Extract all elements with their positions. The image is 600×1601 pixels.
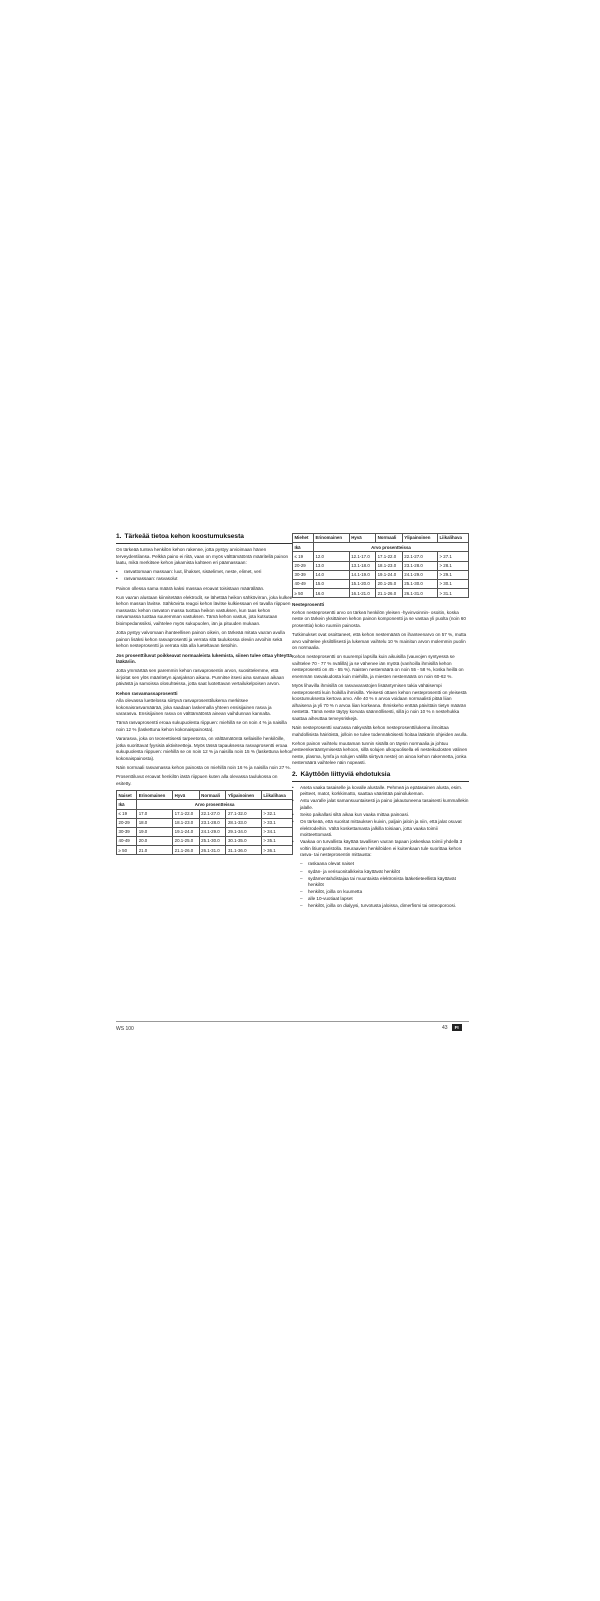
section-1-heading bbox=[116, 533, 293, 541]
age-label: Ikä bbox=[293, 543, 314, 552]
right-column bbox=[292, 533, 469, 913]
language-badge: FI bbox=[452, 1024, 462, 1031]
list-item: • On tärkeää, että suoritat mittauksen kuivin, paljain jaloin ja niin, että jalat osuvat elektrodeihin. Vältä koskettamasta jalkilla toisiaan, jotta vaaka toimii moitteettomasti. bbox=[292, 819, 469, 839]
page-number: 43 bbox=[442, 1024, 448, 1031]
table-cell: 15.0 bbox=[313, 579, 349, 588]
table-cell: 17.1-22.0 bbox=[173, 809, 200, 818]
table-cell: 13.0 bbox=[313, 561, 349, 570]
paragraph: Näin normaali rasvamassa kehon painosta on miehillä noin 16 % ja naisilla noin 27 %. bbox=[116, 765, 291, 771]
list-item: • Astu vaa'alle jalat samansuuntaisesti ja paino jakautuneena tasaisesti kummallekin jalalle. bbox=[292, 798, 469, 811]
table-row bbox=[117, 818, 293, 827]
table-cell: > 31.1 bbox=[438, 589, 469, 598]
list-item: – henkilöt, joilla on kuumetta bbox=[300, 889, 469, 896]
model-name: WS 100 bbox=[116, 1026, 134, 1032]
table-cell: 14.1-19.0 bbox=[349, 570, 375, 579]
page-footer bbox=[442, 1024, 462, 1031]
list-item: • Vaakaa on turvallista käyttää tavallisen vaa'an tapaan joskeskaa toimii yhdellä 3 voltin litiumparistolla. Seuraavien henkilöiden ei kuitenkaan tule suorittaa kehon rasva- tai nesteprosentin mittausta: bbox=[292, 839, 469, 859]
paragraph: Jotta pystyy valvomaan ihanteellisen painon oikein, on tärkeää mitata vaa'an avulla painon lisäksi kehon rasvaprosentti ja verrata sitä taulukossa oleviin arvoihin sekä kehon nesteprosentti ja verrata sitä alla lueteltavan tietoihin. bbox=[116, 630, 285, 649]
table-header: Hyvä bbox=[349, 534, 375, 543]
list-item: • Seiso paikallasi siltä aikaa kun vaaka mittaa painoasi. bbox=[292, 812, 469, 819]
table-row bbox=[293, 561, 469, 570]
table-header-row bbox=[293, 534, 469, 543]
table-cell: 26.1-31.0 bbox=[402, 589, 437, 598]
table-cell: 20-29 bbox=[117, 818, 137, 827]
table-cell: 29.1-34.0 bbox=[226, 827, 261, 836]
table-cell: 22.1-27.0 bbox=[402, 552, 437, 561]
list-item: – alle 10-vuotiaat lapset bbox=[300, 896, 469, 903]
age-label: Ikä bbox=[117, 800, 137, 809]
table-row bbox=[117, 827, 293, 836]
table-cell: 24.1-29.0 bbox=[199, 827, 226, 836]
table-cell: > 30.1 bbox=[438, 579, 469, 588]
table-header: Normaali bbox=[376, 534, 403, 543]
percent-label: Arvo prosentteissa bbox=[313, 543, 468, 552]
section-2-heading bbox=[292, 771, 469, 779]
table-cell: 12.1-17.0 bbox=[349, 552, 375, 561]
table-cell: 18.0 bbox=[137, 818, 173, 827]
list-item: • rasvamassaan: rasvasolut bbox=[116, 576, 293, 583]
table-cell: 19.1-24.0 bbox=[376, 570, 403, 579]
table-cell: 28.1-33.0 bbox=[226, 818, 261, 827]
table-cell: 19.0 bbox=[137, 827, 173, 836]
list-item: • rasvattomaan massaan: luut, lihakset, sisäelimet, neste, elimet, veri bbox=[116, 569, 293, 576]
table-cell: > 29.1 bbox=[438, 570, 469, 579]
subheading-water: Nesteprosentti bbox=[292, 602, 325, 608]
table-cell: 13.1-18.0 bbox=[349, 561, 375, 570]
table-cell: 23.1-28.0 bbox=[199, 818, 226, 827]
table-cell: 15.1-20.0 bbox=[349, 579, 375, 588]
women-fat-table bbox=[116, 790, 293, 855]
table-header: Ylipainoinen bbox=[402, 534, 437, 543]
left-column bbox=[116, 533, 293, 859]
table-cell: 30-39 bbox=[293, 570, 314, 579]
table-row bbox=[117, 837, 293, 846]
table-cell: 23.1-28.0 bbox=[402, 561, 437, 570]
table-row bbox=[293, 579, 469, 588]
paragraph: Prosenttiluvut eroavat henkilön iästä riippuen kuten alla olevassa taulukossa on esitetty. bbox=[116, 774, 278, 786]
list-item: • Aseta vaaka tasaiselle ja kovalle alustalle. Pehmeä ja epätasainen alusta, esim. peitteet, matot, korkkimatto, saattaa vääristää painolukeman. bbox=[292, 785, 469, 798]
table-header: Hyvä bbox=[173, 791, 200, 800]
table-cell: 20.1-25.0 bbox=[376, 579, 403, 588]
table-header-row bbox=[117, 791, 293, 800]
table-header: Erinomainen bbox=[313, 534, 349, 543]
table-cell: 40-49 bbox=[293, 579, 314, 588]
table-cell: 40-49 bbox=[117, 837, 137, 846]
footer-rule bbox=[116, 1021, 469, 1022]
section-1-number: 1. bbox=[116, 533, 122, 540]
paragraph: Painon ollessa sama määrä kaksi massaa eroavat toisistaan määrällään. bbox=[116, 585, 265, 591]
paragraph: Kehon nesteprosentti arvo on tärkeä henkilön yleisen -hyvinvoinnin- osoitin, koska neste on tärkein yksittäinen kehon painon komponentti ja se vastaa yli puolta (noin 60 prosenttia) koko ruumiin painosta. bbox=[292, 609, 466, 628]
paragraph: Myös lihavilla ihmisillä on rasvavarastojen lisääntymisen takia vähäisempi nesteprosentti kuin hoikilla ihmisillä. Yleisesti ottaen kehon nesteprosentti on yleisestä koostumuksesta kertova arvo. Alle 40 % n arvoa voidaan normaalisti pitää liian alhaisena ja yli 70 % n arvoa liian korkeana. Ihmiskeho enttää päivittäin tietyn määrän nestettä. Tämä neste täytyy korvata säännöllisesti, sillä jo noin 10 % n nestehukka saattaa aiheuttaa terveysriskejä. bbox=[292, 683, 467, 721]
paragraph: Näin nesteprosentti vaa'assa näkyvältä kehon nesteprosenttilukema ilmoittaa mahdollisista häiriöistä, jolloin ne tulee todennäköisesti hoitaa lääkärin ohjeiden avulla. bbox=[292, 725, 468, 737]
mass-list bbox=[116, 569, 293, 583]
table-cell: 22.1-27.0 bbox=[199, 809, 226, 818]
heading-rule bbox=[292, 781, 469, 782]
table-row bbox=[117, 846, 293, 855]
percent-label: Arvo prosentteissa bbox=[137, 800, 293, 809]
table-header: Erinomainen bbox=[137, 791, 173, 800]
table-cell: 18.1-23.0 bbox=[376, 561, 403, 570]
table-header: Naiset bbox=[117, 791, 137, 800]
paragraph: Tämä rasvaprosentti eroaa sukupuolesta riippuen: miehillä se on noin 4 % ja naisilla noin 12 % (laskettuna kehon kokonaispainosta). bbox=[116, 720, 287, 732]
table-header: Liikalihava bbox=[261, 791, 292, 800]
table-cell: 12.0 bbox=[313, 552, 349, 561]
table-cell: 26.1-31.0 bbox=[199, 846, 226, 855]
table-cell: 21.1-26.0 bbox=[173, 846, 200, 855]
table-cell: 30-39 bbox=[117, 827, 137, 836]
table-subheader-row bbox=[293, 543, 469, 552]
paragraph: Kun vaa'an alustaan kiinnitetään elektrodit, se lähettää heikon sähkövirran, joka kulkee kehon massan lävitse. Sähkövirta reagoi kehon lävitse kulkiessaan eri tavalla riippuen massasta: kehon rasvaton massa tuottaa heikon vastuksen, kun taas kehon rasvamassa tuottaa suuremman vastuksen. Tämä kehon vastus, jota kutsutaan bioimpedanssiksi, vaihtelee myös sukupuolen, iän ja pituuden mukaan. bbox=[116, 594, 293, 626]
table-cell: 17.1-22.0 bbox=[376, 552, 403, 561]
paragraph: Kehon nesteprosentti on suurempi lapsilla kuin aikuisilla (vauvojen syntyessä se vaihtelee 70 - 77 % nvälillä) ja se vähenee iän myötä (vanhoilla ihmisillä kehon nesteprosentti on 45 - 55 %). Naisten nestemäärä on noin 55 - 58 %, koska heillä on enemmän rasvakudosta kuin miehillä, ja miesten nestemäärä on noin 60-62 %. bbox=[292, 654, 464, 679]
table-cell: 25.1-30.0 bbox=[402, 579, 437, 588]
table-cell: > 28.1 bbox=[438, 561, 469, 570]
table-cell: 21.1-26.0 bbox=[376, 589, 403, 598]
table-header: Miehet bbox=[293, 534, 314, 543]
table-header: Ylipainoinen bbox=[226, 791, 261, 800]
paragraph: Alla olevassa luettelossa siirtyvä rasvaprosenttilukema merkitsee kokonaisrasvamäärää, joka saadaan laskemalla yhteen ensisijainen rasva ja vararasva. Ensisijainen rasva on välttämätöntä ainean vaihdunnan kannalta. bbox=[116, 698, 272, 717]
table-cell: 31.1-36.0 bbox=[226, 846, 261, 855]
list-item: – raskaana olevat naiset bbox=[300, 861, 469, 868]
section-1-title: Tärkeää tietoa kehon koostumuksesta bbox=[124, 533, 244, 540]
section-2-number: 2. bbox=[292, 770, 298, 778]
table-header: Liikalihava bbox=[438, 534, 469, 543]
table-cell: ≤ 19 bbox=[117, 809, 137, 818]
table-cell: 20.1-25.0 bbox=[173, 837, 200, 846]
table-cell: 27.1-32.0 bbox=[226, 809, 261, 818]
table-cell: 24.1-29.0 bbox=[402, 570, 437, 579]
table-cell: ≤ 19 bbox=[293, 552, 314, 561]
paragraph: Vararasva, joka on teoreettisesti tarpeetonta, on välttämätöntä sellaisille henkilöille, jotka suorittavat fyysisiä aktiviteetteja. Myös tässä tapauksessa rasvaprosentti eroaa sukupuolesta riippuen: miehillä se on noin 12 % ja naisilla noin 15 % (laskettuna kehon kokonaispainosta). bbox=[116, 736, 293, 761]
table-cell: > 34.1 bbox=[261, 827, 292, 836]
table-cell: > 35.1 bbox=[261, 837, 292, 846]
men-fat-table bbox=[292, 533, 469, 598]
table-cell: 17.0 bbox=[137, 809, 173, 818]
table-cell: ≥ 50 bbox=[117, 846, 137, 855]
restriction-list bbox=[300, 861, 469, 909]
paragraph: On tärkeää tuntea henkilön kehon rakenne, jotta pystyy arvioimaan hänen terveydentilansa. Pelkkä paino ei riitä, vaan on myös välttämätöntä määritellä painon laatu, mikä merkitsee kehon jakamista kahteen eri päämassaan: bbox=[116, 547, 289, 565]
table-cell: ≥ 50 bbox=[293, 589, 314, 598]
table-row bbox=[117, 809, 293, 818]
subheading-fat: Kehon rasvamassaprosentti bbox=[116, 690, 178, 696]
list-item: – sydän- ja verisuonitalkkeita käyttävät henkilöt bbox=[300, 869, 469, 876]
paragraph: Tutkimukset ovat osoittaneet, että kehon nestemäärä on ihanteenarvo on 57 %, mutta arvo vaihtelee yksilöllisesti ja lukeman vaihtelu 10 % mainitun arvon molemmin puolin on normaalia. bbox=[292, 632, 467, 651]
table-cell: 30.1-35.0 bbox=[226, 837, 261, 846]
heading-rule bbox=[116, 543, 293, 544]
usage-list bbox=[292, 785, 469, 859]
table-row bbox=[293, 570, 469, 579]
table-row bbox=[293, 589, 469, 598]
table-cell: > 36.1 bbox=[261, 846, 292, 855]
table-cell: > 32.1 bbox=[261, 809, 292, 818]
warning-paragraph: Jos prosenttiluvut poikkeavat normaaleista lukemista, siinen tulee ottaa yhteyttä lääkäriin. bbox=[116, 652, 292, 665]
table-cell: 20-29 bbox=[293, 561, 314, 570]
table-cell: > 33.1 bbox=[261, 818, 292, 827]
table-subheader-row bbox=[117, 800, 293, 809]
table-cell: 25.1-30.0 bbox=[199, 837, 226, 846]
table-header: Normaali bbox=[199, 791, 226, 800]
list-item: – henkilöt, joilla on dialyysi, turvotusta jaloissa, dimerfismi tai osteoporoosi. bbox=[300, 903, 469, 910]
table-row bbox=[293, 552, 469, 561]
table-cell: 20.0 bbox=[137, 837, 173, 846]
list-item: – sydämentahdistajaa tai muuntaista elektronista lääketieteellistä käyttävät henkilöt bbox=[300, 876, 469, 889]
table-cell: 14.0 bbox=[313, 570, 349, 579]
table-cell: 19.1-24.0 bbox=[173, 827, 200, 836]
section-2-title: Käyttöön liittyviä ehdotuksia bbox=[300, 770, 391, 778]
paragraph: Jotta ymmärtää sen paremmin kehon rasvaprosentin arvon, suosittelemme, että kirjoitat sen ylös määritetyn ajanjakson aikana. Punnitse itsesi aina samaan aikaan päivästä ja samoissa olosuhteissa, jotta saat luotettavan vertailukelpoisen arvon. bbox=[116, 668, 285, 687]
table-cell: 18.1-23.0 bbox=[173, 818, 200, 827]
table-cell: 16.1-21.0 bbox=[349, 589, 375, 598]
table-cell: > 27.1 bbox=[438, 552, 469, 561]
table-cell: 21.0 bbox=[137, 846, 173, 855]
paragraph: Kehon painon vaihtelu muutaman tunnin sisällä on täysin normaalia ja johtuu nesteenkerääntymisestä kehoon, sillä solujen ulkopuolisella eli nesteikudosten välinen neste, plasma, lymfa ja solujen välillä siirtyvä neste) on ainoa kehon rakennetta, jonka nestemäärä vaihtelee näin nopeasti. bbox=[292, 740, 468, 766]
table-cell: 16.0 bbox=[313, 589, 349, 598]
